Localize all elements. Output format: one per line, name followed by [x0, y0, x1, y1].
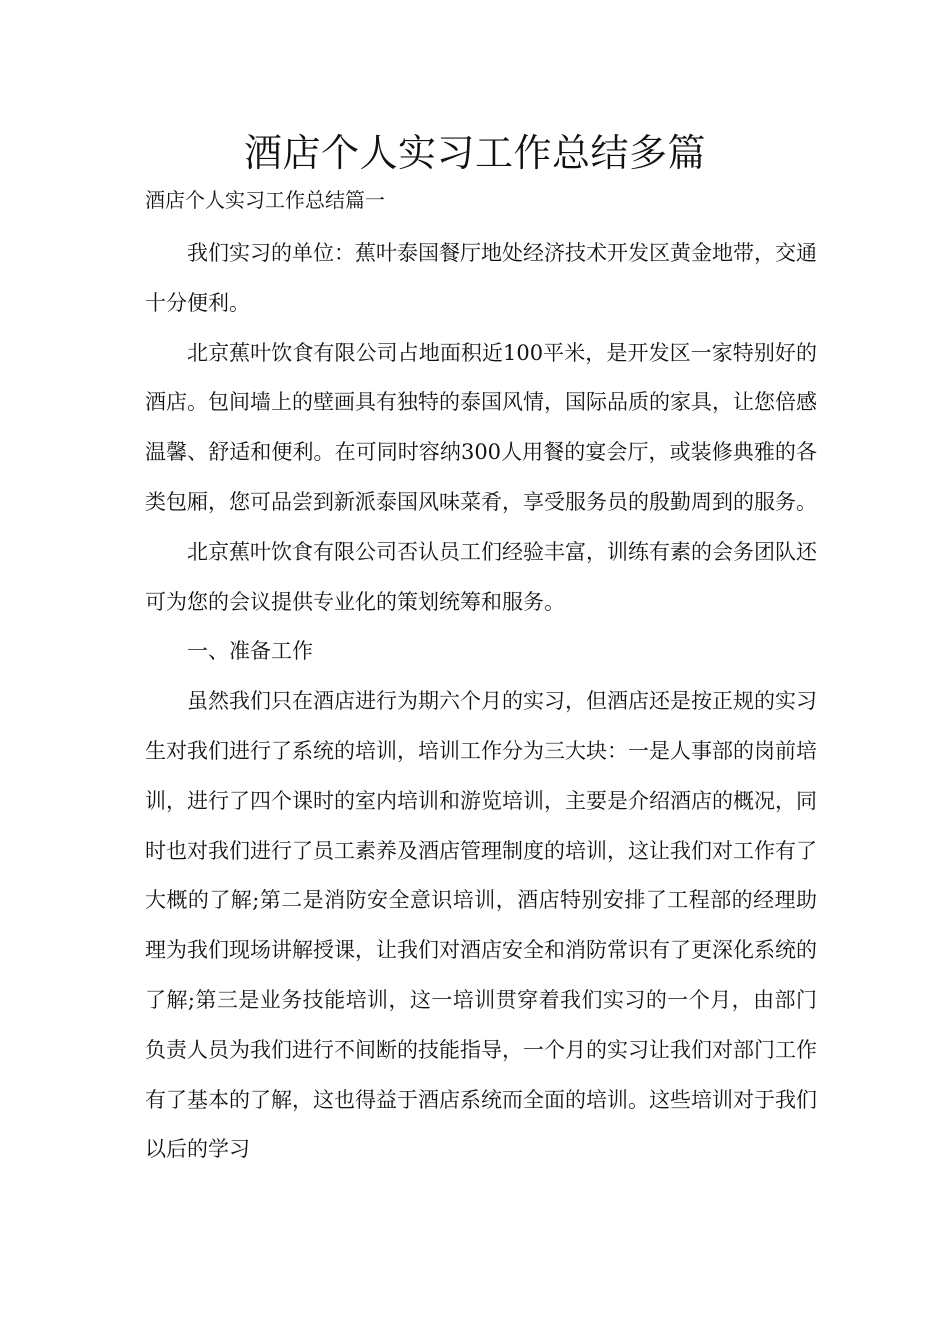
paragraph-training: 虽然我们只在酒店进行为期六个月的实习，但酒店还是按正规的实习生对我们进行了系统的培训，培训工作分为三大块：一是人事部的岗前培训，进行了四个课时的室内培训和游览培训，主要是介绍酒店的概况，同时也对我们进行了员工素养及酒店管理制度的培训，这让我们对工作有了大概的了解;第二是消防安全意识培训，酒店特别安排了工程部的经理助理为我们现场讲解授课，让我们对酒店安全和消防常识有了更深化系统的了解;第三是业务技能培训，这一培训贯穿着我们实习的一个月，由部门负责人员为我们进行不间断的技能指导，一个月的实习让我们对部门工作有了基本的了解，这也得益于酒店系统而全面的培训。这些培训对于我们以后的学习 — [145, 689, 817, 1162]
paragraph-team-service: 北京蕉叶饮食有限公司否认员工们经验丰富，训练有素的会务团队还可为您的会议提供专业化的策划统筹和服务。 — [145, 539, 817, 614]
section-heading-preparation: 一、准备工作 — [187, 639, 313, 664]
document-title: 酒店个人实习工作总结多篇 — [243, 131, 706, 175]
section-heading: 酒店个人实习工作总结篇一 — [145, 188, 385, 212]
document-body — [145, 229, 817, 1175]
paragraph-internship-unit: 我们实习的单位：蕉叶泰国餐厅地处经济技术开发区黄金地带，交通十分便利。 — [145, 241, 817, 315]
paragraph-company-intro: 北京蕉叶饮食有限公司占地面积近100平米，是开发区一家特别好的酒店。包间墙上的壁画具有独特的泰国风情，国际品质的家具，让您倍感温馨、舒适和便利。在可同时容纳300人用餐的宴会厅，或装修典雅的各类包厢，您可品尝到新派泰国风味菜肴，享受服务员的殷勤周到的服务。 — [145, 340, 817, 514]
